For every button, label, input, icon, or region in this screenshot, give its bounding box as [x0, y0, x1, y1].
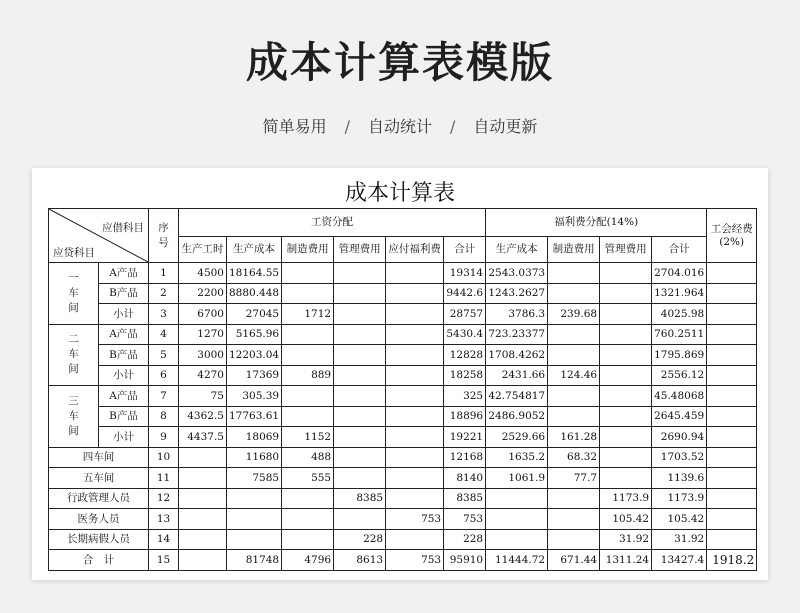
header-debit: 应借科目 — [102, 222, 144, 234]
value-cell[interactable]: 81748 — [227, 550, 282, 571]
value-cell[interactable]: 7585 — [227, 468, 282, 489]
value-cell[interactable]: 18164.55 — [227, 263, 282, 284]
tag-easy: 简单易用 — [262, 117, 327, 136]
value-cell[interactable] — [179, 447, 227, 468]
value-cell[interactable] — [334, 283, 386, 304]
value-cell[interactable]: 18896 — [444, 406, 486, 427]
value-cell[interactable]: 4270 — [179, 365, 227, 386]
value-cell[interactable] — [386, 427, 444, 448]
table-row — [49, 550, 757, 571]
value-cell[interactable]: 9442.6 — [444, 283, 486, 304]
value-cell[interactable]: 2200 — [179, 283, 227, 304]
row-label: 小计 — [99, 365, 149, 386]
row-seq: 7 — [149, 386, 179, 407]
value-cell[interactable]: 95910 — [444, 550, 486, 571]
value-cell[interactable]: 5165.96 — [227, 324, 282, 345]
value-cell[interactable] — [486, 509, 548, 530]
value-cell[interactable] — [334, 345, 386, 366]
workshop-group-text: 三车间 — [68, 394, 79, 437]
value-cell[interactable] — [707, 365, 757, 386]
header-seq-label: 序号 — [158, 221, 169, 249]
tagline — [0, 114, 800, 137]
row-seq: 8 — [149, 406, 179, 427]
value-cell[interactable]: 2645.459 — [652, 406, 707, 427]
value-cell[interactable] — [600, 468, 652, 489]
header-wage-total: 合计 — [444, 237, 486, 263]
row-label: 医务人员 — [49, 509, 149, 530]
value-cell[interactable]: 1708.4262 — [486, 345, 548, 366]
header-wage-welfare-payable: 应付福利费 — [386, 237, 444, 263]
header-seq — [149, 209, 179, 263]
value-cell[interactable] — [548, 509, 600, 530]
value-cell[interactable]: 19314 — [444, 263, 486, 284]
value-cell[interactable] — [179, 509, 227, 530]
value-cell[interactable] — [548, 345, 600, 366]
value-cell[interactable] — [386, 283, 444, 304]
value-cell[interactable]: 6700 — [179, 304, 227, 325]
table-row — [49, 304, 757, 325]
value-cell[interactable]: 753 — [444, 509, 486, 530]
row-seq: 10 — [149, 447, 179, 468]
value-cell[interactable]: 2556.12 — [652, 365, 707, 386]
row-label: B产品 — [99, 283, 149, 304]
value-cell[interactable]: 8385 — [334, 488, 386, 509]
value-cell[interactable]: 1173.9 — [652, 488, 707, 509]
workshop-group-text: 二车间 — [68, 333, 79, 376]
value-cell[interactable] — [282, 324, 334, 345]
header-wage-mgmt: 管理费用 — [334, 237, 386, 263]
value-cell[interactable]: 31.92 — [600, 529, 652, 550]
value-cell[interactable]: 1321.964 — [652, 283, 707, 304]
value-cell[interactable] — [227, 488, 282, 509]
value-cell[interactable]: 45.48068 — [652, 386, 707, 407]
value-cell[interactable] — [282, 283, 334, 304]
value-cell[interactable]: 1795.869 — [652, 345, 707, 366]
row-seq: 15 — [149, 550, 179, 571]
value-cell[interactable] — [282, 529, 334, 550]
workshop-group-label — [49, 386, 99, 448]
table-row — [49, 365, 757, 386]
value-cell[interactable]: 4437.5 — [179, 427, 227, 448]
value-cell[interactable] — [486, 529, 548, 550]
value-cell[interactable] — [282, 488, 334, 509]
value-cell[interactable] — [707, 427, 757, 448]
header-union — [707, 209, 757, 263]
sheet-title: 成本计算表 — [344, 181, 455, 206]
value-cell[interactable]: 555 — [282, 468, 334, 489]
value-cell[interactable]: 8385 — [444, 488, 486, 509]
value-cell[interactable] — [707, 529, 757, 550]
value-cell[interactable] — [386, 406, 444, 427]
value-cell[interactable] — [548, 488, 600, 509]
value-cell[interactable]: 1139.6 — [652, 468, 707, 489]
value-cell[interactable]: 1712 — [282, 304, 334, 325]
value-cell[interactable] — [548, 283, 600, 304]
value-cell[interactable]: 5430.4 — [444, 324, 486, 345]
value-cell[interactable]: 28757 — [444, 304, 486, 325]
value-cell[interactable] — [386, 263, 444, 284]
value-cell[interactable]: 124.46 — [548, 365, 600, 386]
value-cell[interactable] — [548, 263, 600, 284]
value-cell[interactable]: 1061.9 — [486, 468, 548, 489]
value-cell[interactable] — [386, 468, 444, 489]
table-row — [49, 283, 757, 304]
row-label: 四车间 — [49, 447, 149, 468]
value-cell[interactable] — [600, 324, 652, 345]
value-cell[interactable] — [386, 345, 444, 366]
row-label: 小计 — [99, 304, 149, 325]
value-cell[interactable]: 228 — [334, 529, 386, 550]
value-cell[interactable]: 2704.016 — [652, 263, 707, 284]
header-wage-hours: 生产工时 — [179, 237, 227, 263]
value-cell[interactable]: 19221 — [444, 427, 486, 448]
table-row — [49, 468, 757, 489]
value-cell[interactable]: 1703.52 — [652, 447, 707, 468]
workshop-group-text: 一车间 — [68, 271, 79, 314]
value-cell[interactable] — [386, 324, 444, 345]
value-cell[interactable]: 2486.9052 — [486, 406, 548, 427]
tag-auto-update: 自动更新 — [473, 117, 538, 136]
tag-auto-stat: 自动统计 — [367, 117, 432, 136]
row-seq: 11 — [149, 468, 179, 489]
value-cell[interactable]: 760.2511 — [652, 324, 707, 345]
value-cell[interactable]: 105.42 — [600, 509, 652, 530]
value-cell[interactable]: 1635.2 — [486, 447, 548, 468]
value-cell[interactable]: 2431.66 — [486, 365, 548, 386]
header-credit: 应贷科目 — [53, 246, 95, 259]
value-cell[interactable] — [548, 386, 600, 407]
value-cell[interactable] — [179, 468, 227, 489]
value-cell[interactable]: 4500 — [179, 263, 227, 284]
row-seq: 6 — [149, 365, 179, 386]
value-cell[interactable]: 17763.61 — [227, 406, 282, 427]
value-cell[interactable]: 3000 — [179, 345, 227, 366]
tag-separator: / — [450, 117, 456, 136]
value-cell[interactable]: 1243.2627 — [486, 283, 548, 304]
row-label: B产品 — [99, 406, 149, 427]
value-cell[interactable]: 42.754817 — [486, 386, 548, 407]
value-cell[interactable]: 75 — [179, 386, 227, 407]
value-cell[interactable] — [334, 509, 386, 530]
value-cell[interactable]: 4362.5 — [179, 406, 227, 427]
value-cell[interactable] — [707, 263, 757, 284]
value-cell[interactable] — [282, 386, 334, 407]
table-row — [49, 427, 757, 448]
value-cell[interactable] — [600, 427, 652, 448]
value-cell[interactable] — [179, 488, 227, 509]
value-cell[interactable]: 723.23377 — [486, 324, 548, 345]
value-cell[interactable]: 161.28 — [548, 427, 600, 448]
value-cell[interactable]: 8880.448 — [227, 283, 282, 304]
row-label: 行政管理人员 — [49, 488, 149, 509]
value-cell[interactable] — [600, 365, 652, 386]
value-cell[interactable] — [707, 406, 757, 427]
value-cell[interactable]: 2543.0373 — [486, 263, 548, 284]
value-cell[interactable] — [600, 406, 652, 427]
header-wage-mfg: 制造费用 — [282, 237, 334, 263]
value-cell[interactable]: 2529.66 — [486, 427, 548, 448]
table-row — [49, 488, 757, 509]
value-cell[interactable]: 889 — [282, 365, 334, 386]
value-cell[interactable] — [600, 345, 652, 366]
value-cell[interactable] — [548, 529, 600, 550]
value-cell[interactable]: 12203.04 — [227, 345, 282, 366]
value-cell[interactable]: 18258 — [444, 365, 486, 386]
workshop-group-label — [49, 263, 99, 325]
row-seq: 13 — [149, 509, 179, 530]
cost-table — [48, 208, 757, 571]
header-welfare-mgmt: 管理费用 — [600, 237, 652, 263]
value-cell[interactable]: 77.7 — [548, 468, 600, 489]
row-seq: 5 — [149, 345, 179, 366]
value-cell[interactable]: 305.39 — [227, 386, 282, 407]
header-welfare-group: 福利费分配(14%) — [486, 209, 707, 237]
value-cell[interactable]: 18069 — [227, 427, 282, 448]
row-seq: 4 — [149, 324, 179, 345]
value-cell[interactable] — [386, 529, 444, 550]
value-cell[interactable] — [707, 447, 757, 468]
row-label: A产品 — [99, 386, 149, 407]
value-cell[interactable] — [334, 324, 386, 345]
row-seq: 14 — [149, 529, 179, 550]
header-welfare-prod-cost: 生产成本 — [486, 237, 548, 263]
value-cell[interactable] — [334, 427, 386, 448]
value-cell[interactable] — [179, 529, 227, 550]
value-cell[interactable] — [600, 386, 652, 407]
value-cell[interactable]: 12168 — [444, 447, 486, 468]
value-cell[interactable] — [386, 488, 444, 509]
row-seq: 2 — [149, 283, 179, 304]
value-cell[interactable]: 68.32 — [548, 447, 600, 468]
value-cell[interactable]: 753 — [386, 509, 444, 530]
value-cell[interactable]: 1173.9 — [600, 488, 652, 509]
value-cell[interactable] — [707, 304, 757, 325]
value-cell[interactable] — [707, 509, 757, 530]
value-cell[interactable] — [486, 488, 548, 509]
value-cell[interactable]: 4025.98 — [652, 304, 707, 325]
header-welfare-mfg: 制造费用 — [548, 237, 600, 263]
workshop-group-label — [49, 324, 99, 386]
table-row — [49, 509, 757, 530]
value-cell[interactable]: 1270 — [179, 324, 227, 345]
value-cell[interactable]: 239.68 — [548, 304, 600, 325]
value-cell[interactable] — [179, 550, 227, 571]
value-cell[interactable] — [282, 345, 334, 366]
header-wage-group: 工资分配 — [179, 209, 486, 237]
row-seq: 3 — [149, 304, 179, 325]
header-corner — [49, 209, 149, 263]
row-label: 五车间 — [49, 468, 149, 489]
value-cell[interactable] — [707, 324, 757, 345]
value-cell[interactable] — [707, 488, 757, 509]
value-cell[interactable] — [707, 345, 757, 366]
value-cell[interactable]: 31.92 — [652, 529, 707, 550]
value-cell[interactable]: 753 — [386, 550, 444, 571]
value-cell[interactable] — [334, 406, 386, 427]
header-welfare-total: 合计 — [652, 237, 707, 263]
value-cell[interactable]: 1311.24 — [600, 550, 652, 571]
header-union-label: 工会经费(2%) — [710, 222, 753, 248]
value-cell[interactable]: 4796 — [282, 550, 334, 571]
value-cell[interactable] — [334, 304, 386, 325]
value-cell[interactable] — [600, 304, 652, 325]
row-seq: 12 — [149, 488, 179, 509]
value-cell[interactable] — [334, 263, 386, 284]
tag-separator: / — [344, 117, 350, 136]
row-label: B产品 — [99, 345, 149, 366]
value-cell[interactable] — [282, 263, 334, 284]
value-cell[interactable] — [600, 263, 652, 284]
value-cell[interactable]: 11444.72 — [486, 550, 548, 571]
table-row — [49, 529, 757, 550]
table-row — [49, 447, 757, 468]
value-cell[interactable]: 2690.94 — [652, 427, 707, 448]
value-cell[interactable] — [386, 304, 444, 325]
table-row — [49, 345, 757, 366]
table-row — [49, 324, 757, 345]
value-cell[interactable]: 17369 — [227, 365, 282, 386]
row-label: 合 计 — [49, 550, 149, 571]
page-title: 成本计算表模版 — [245, 38, 554, 87]
row-seq: 9 — [149, 427, 179, 448]
header-wage-prod-cost: 生产成本 — [227, 237, 282, 263]
value-cell[interactable]: 488 — [282, 447, 334, 468]
row-label: A产品 — [99, 324, 149, 345]
value-cell[interactable]: 671.44 — [548, 550, 600, 571]
value-cell[interactable]: 1152 — [282, 427, 334, 448]
value-cell[interactable] — [600, 447, 652, 468]
value-cell[interactable]: 12828 — [444, 345, 486, 366]
table-row — [49, 406, 757, 427]
value-cell[interactable] — [334, 468, 386, 489]
table-row — [49, 263, 757, 284]
row-label: 小计 — [99, 427, 149, 448]
value-cell[interactable]: 11680 — [227, 447, 282, 468]
value-cell[interactable] — [707, 386, 757, 407]
value-cell[interactable]: 13427.4 — [652, 550, 707, 571]
row-seq: 1 — [149, 263, 179, 284]
value-cell[interactable] — [227, 509, 282, 530]
row-label: 长期病假人员 — [49, 529, 149, 550]
value-cell[interactable]: 3786.3 — [486, 304, 548, 325]
value-cell[interactable] — [600, 283, 652, 304]
value-cell[interactable] — [334, 365, 386, 386]
value-cell[interactable]: 325 — [444, 386, 486, 407]
value-cell[interactable] — [282, 406, 334, 427]
value-cell[interactable]: 8613 — [334, 550, 386, 571]
value-cell[interactable]: 105.42 — [652, 509, 707, 530]
value-cell[interactable]: 228 — [444, 529, 486, 550]
value-cell[interactable] — [386, 447, 444, 468]
value-cell[interactable] — [334, 386, 386, 407]
value-cell[interactable] — [282, 509, 334, 530]
table-row — [49, 386, 757, 407]
value-cell[interactable] — [707, 468, 757, 489]
value-cell[interactable] — [334, 447, 386, 468]
value-cell[interactable]: 27045 — [227, 304, 282, 325]
value-cell[interactable] — [548, 406, 600, 427]
value-cell[interactable] — [227, 529, 282, 550]
row-label: A产品 — [99, 263, 149, 284]
value-cell[interactable] — [386, 365, 444, 386]
value-cell[interactable] — [548, 324, 600, 345]
value-cell[interactable]: 1918.2 — [707, 550, 757, 571]
spreadsheet-paper — [32, 168, 768, 580]
value-cell[interactable]: 8140 — [444, 468, 486, 489]
value-cell[interactable] — [707, 283, 757, 304]
value-cell[interactable] — [386, 386, 444, 407]
